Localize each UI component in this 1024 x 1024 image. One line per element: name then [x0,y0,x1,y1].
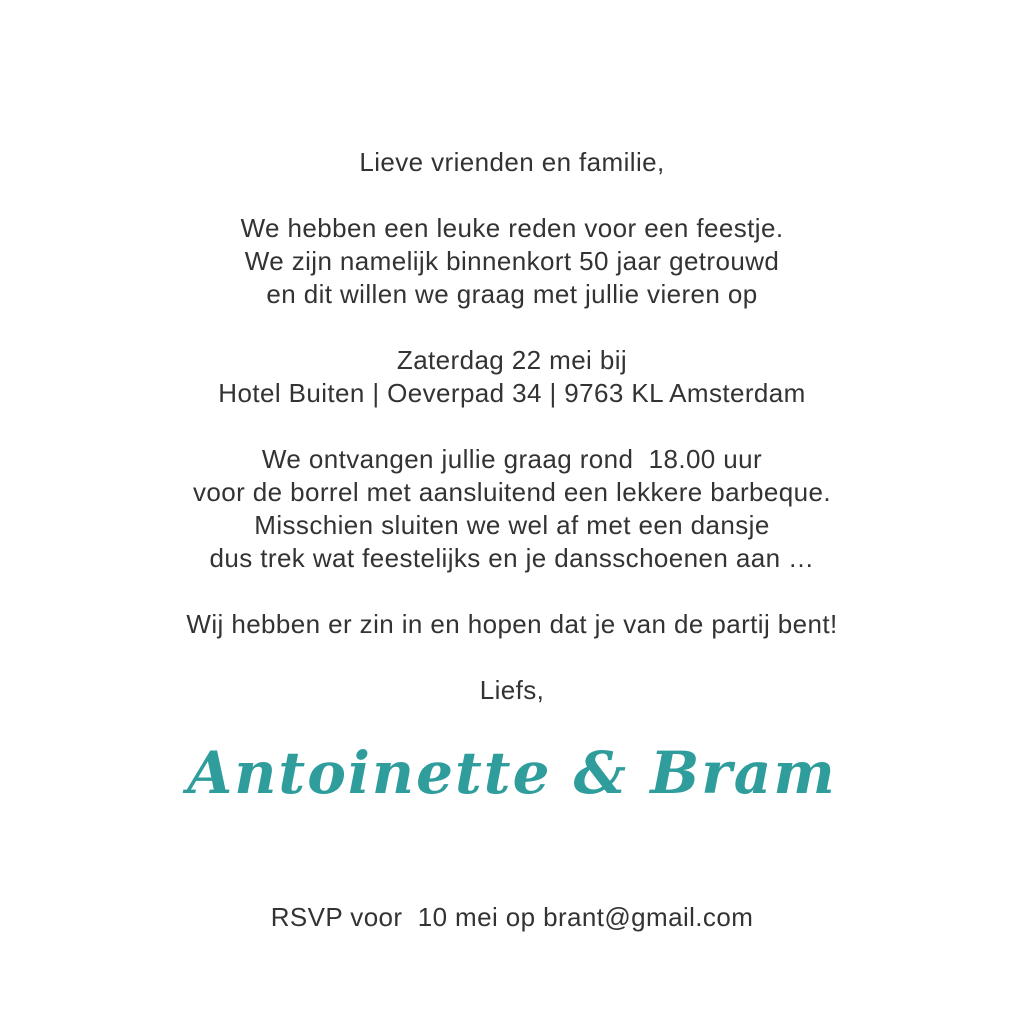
venue-address: Hotel Buiten | Oeverpad 34 | 9763 KL Amsterdam [218,378,806,408]
details-line: Misschien sluiten we wel af met een dansje [254,510,770,540]
signoff-paragraph [0,674,1024,707]
details-line: We ontvangen jullie graag rond 18.00 uur [261,444,763,474]
intro-line: en dit willen we graag met jullie vieren op [266,279,758,309]
intro-line: We hebben een leuke reden voor een feestje. [240,213,784,243]
intro-line: We zijn namelijk binnenkort 50 jaar getrouwd [244,246,780,276]
rsvp-line: RSVP voor 10 mei op brant@gmail.com [270,902,754,932]
closing-line: Wij hebben er zin in en hopen dat je van de partij bent! [186,609,838,639]
names-signature: Antoinette & Bram [187,739,837,807]
event-date: Zaterdag 22 mei bij [396,345,628,375]
details-line: voor de borrel met aansluitend een lekkere barbeque. [193,477,831,507]
intro-paragraph [0,212,1024,311]
details-line: dus trek wat feestelijks en je dansschoenen aan … [209,543,815,573]
salutation-paragraph [0,146,1024,179]
salutation: Lieve vrienden en familie, [359,147,665,177]
details-paragraph [0,443,1024,575]
closing-paragraph [0,608,1024,641]
signoff: Liefs, [479,675,545,705]
event-paragraph [0,344,1024,410]
